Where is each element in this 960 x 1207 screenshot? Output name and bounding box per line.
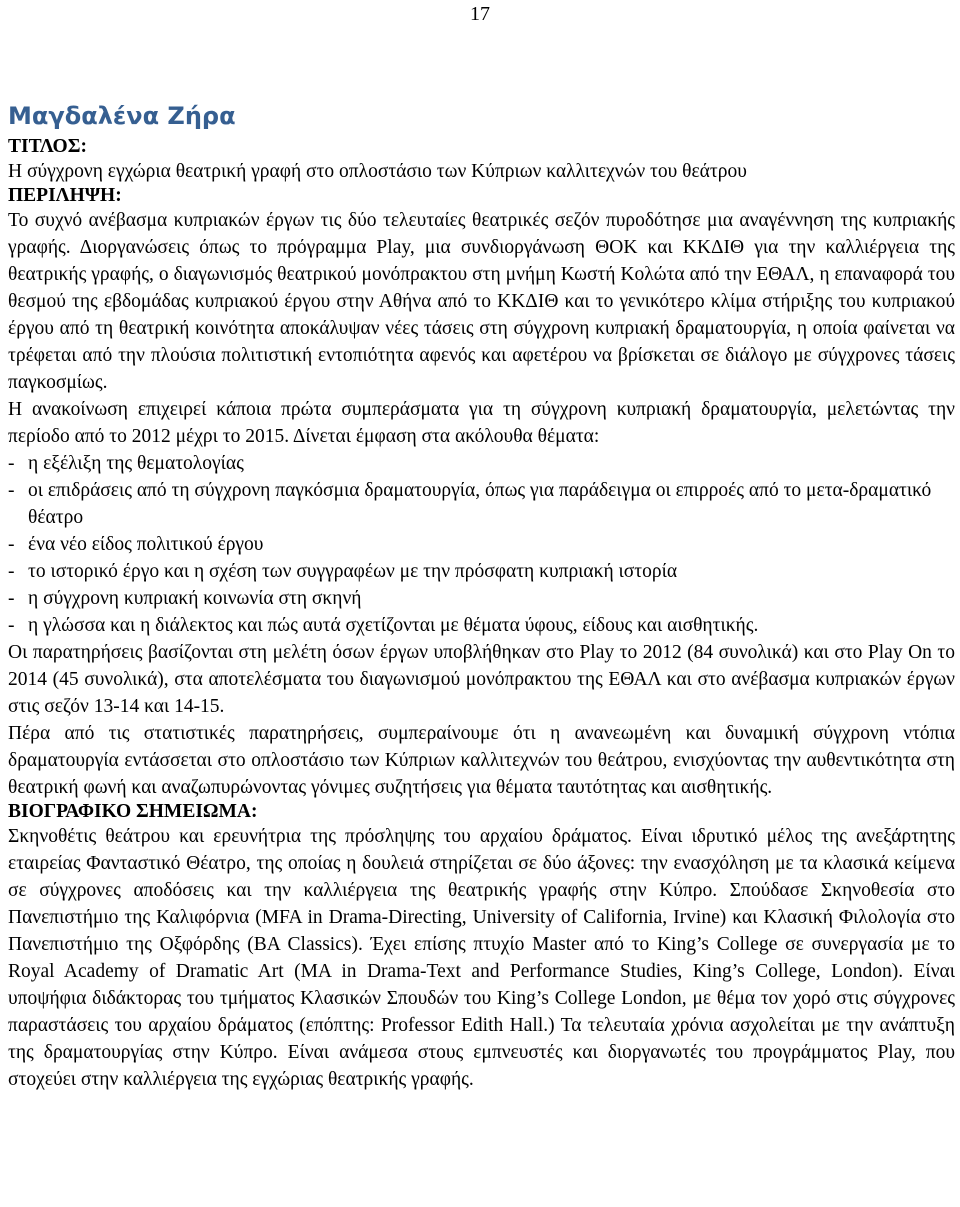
list-item xyxy=(8,450,955,477)
list-item xyxy=(8,612,955,639)
dash-marker: - xyxy=(8,453,15,474)
abstract-heading: ΠΕΡΙΛΗΨΗ: xyxy=(8,185,122,206)
author-name: Μαγδαλένα Ζήρα xyxy=(8,102,236,130)
dash-marker: - xyxy=(8,534,15,555)
page-number: 17 xyxy=(470,3,490,25)
dash-marker: - xyxy=(8,561,15,582)
list-item xyxy=(8,585,955,612)
title-heading: ΤΙΤΛΟΣ: xyxy=(8,136,87,157)
list-item-text: η γλώσσα και η διάλεκτος και πώς αυτά σχετίζονται με θέματα ύφους, είδους και αισθητικής. xyxy=(28,615,759,636)
list-item-text: το ιστορικό έργο και η σχέση των συγγραφέων με την πρόσφατη κυπριακή ιστορία xyxy=(28,561,678,582)
list-item-text: ένα νέο είδος πολιτικού έργου xyxy=(28,534,264,555)
topics-list xyxy=(8,450,955,639)
abstract-paragraph-3: Οι παρατηρήσεις βασίζονται στη μελέτη όσων έργων υποβλήθηκαν στο Play το 2012 (84 συνολικά) και στο Play On το 2014 (45 συνολικά), στα αποτελέσματα του διαγωνισμού μονόπρακτου της ΕΘΑΛ και στο ανέβασμα κυπριακών έργων στις σεζόν 13-14 και 14-15. xyxy=(8,642,955,717)
bio-paragraph: Σκηνοθέτις θεάτρου και ερευνήτρια της πρόσληψης του αρχαίου δράματος. Είναι ιδρυτικό μέλος της ανεξάρτητης εταιρείας Φανταστικό Θέατρο, της οποίας η δουλειά στηρίζεται σε δύο άξονες: την ενασχόληση με τα κλασικά κείμενα σε σύγχρονες αποδόσεις και την καλλιέργεια της θεατρικής γραφής στην Κύπρο. Σπούδασε Σκηνοθεσία στο Πανεπιστήμιο της Καλιφόρνια (MFA in Drama-Directing, University of California, Irvine) και Κλασική Φιλολογία στο Πανεπιστήμιο της Οξφόρδης (BA Classics). Έχει επίσης πτυχίο Master από το King’s College σε συνεργασία με το Royal Academy of Dramatic Art (MA in Drama-Text and Performance Studies, King’s College, London). Είναι υποψήφια διδάκτορας του τμήματος Κλασικών Σπουδών του King’s College London, με θέμα τον χορό στις σύγχρονες παραστάσεις του αρχαίου δράματος (επόπτης: Professor Edith Hall.) Τα τελευταία χρόνια ασχολείται με την ανάπτυξη της δραματουργίας στην Κύπρο. Είναι ανάμεσα στους εμπνευστές και διοργανωτές του προγράμματος Play, που στοχεύει στην καλλιέργεια της εγχώριας θεατρικής γραφής. xyxy=(8,826,955,1090)
abstract-paragraph-2: Η ανακοίνωση επιχειρεί κάποια πρώτα συμπεράσματα για τη σύγχρονη κυπριακή δραματουργία, μελετώντας την περίοδο από το 2012 μέχρι το 2015. Δίνεται έμφαση στα ακόλουθα θέματα: xyxy=(8,399,955,447)
list-item-text: οι επιδράσεις από τη σύγχρονη παγκόσμια δραματουργία, όπως για παράδειγμα οι επιρροές από το μετα-δραματικό θέατρο xyxy=(28,480,932,528)
list-item-text: η εξέλιξη της θεματολογίας xyxy=(28,453,244,474)
abstract-paragraph-4: Πέρα από τις στατιστικές παρατηρήσεις, συμπεραίνουμε ότι η ανανεωμένη και δυναμική σύγχρονη ντόπια δραματουργία εντάσσεται στο οπλοστάσιο των Κύπριων καλλιτεχνών του θεάτρου, ενισχύοντας την αυθεντικότητα στη θεατρική φωνή και αναζωπυρώνοντας γόνιμες συζητήσεις για θέματα ταυτότητας και αισθητικής. xyxy=(8,723,955,798)
abstract-paragraph-1: Το συχνό ανέβασμα κυπριακών έργων τις δύο τελευταίες θεατρικές σεζόν πυροδότησε μια αναγέννηση της κυπριακής γραφής. Διοργανώσεις όπως το πρόγραμμα Play, μια συνδιοργάνωση ΘΟΚ και ΚΚΔΙΘ για την καλλιέργεια της θεατρικής γραφής, ο διαγωνισμός θεατρικού μονόπρακτου στη μνήμη Κωστή Κολώτα από την ΕΘΑΛ, η επαναφορά του θεσμού της εβδομάδας κυπριακού έργου στην Αθήνα από το ΚΚΔΙΘ και το γενικότερο κλίμα στήριξης του κυπριακού έργου από τη θεατρική κοινότητα αποκάλυψαν νέες τάσεις στη σύγχρονη κυπριακή δραματουργία, η οποία φαίνεται να τρέφεται από την πλούσια πολιτιστική εντοπιότητα αφενός και αφετέρου να βρίσκεται σε διάλογο με σύγχρονες τάσεις παγκοσμίως. xyxy=(8,210,955,393)
title-text: Η σύγχρονη εγχώρια θεατρική γραφή στο οπλοστάσιο των Κύπριων καλλιτεχνών του θεάτρου xyxy=(8,161,747,182)
list-item xyxy=(8,558,955,585)
list-item xyxy=(8,477,955,531)
dash-marker: - xyxy=(8,588,15,609)
list-item xyxy=(8,531,955,558)
bio-heading: ΒΙΟΓΡΑΦΙΚΟ ΣΗΜΕΙΩΜΑ: xyxy=(8,801,258,822)
list-item-text: η σύγχρονη κυπριακή κοινωνία στη σκηνή xyxy=(28,588,362,609)
document-body xyxy=(8,100,955,1093)
dash-marker: - xyxy=(8,480,15,501)
dash-marker: - xyxy=(8,615,15,636)
